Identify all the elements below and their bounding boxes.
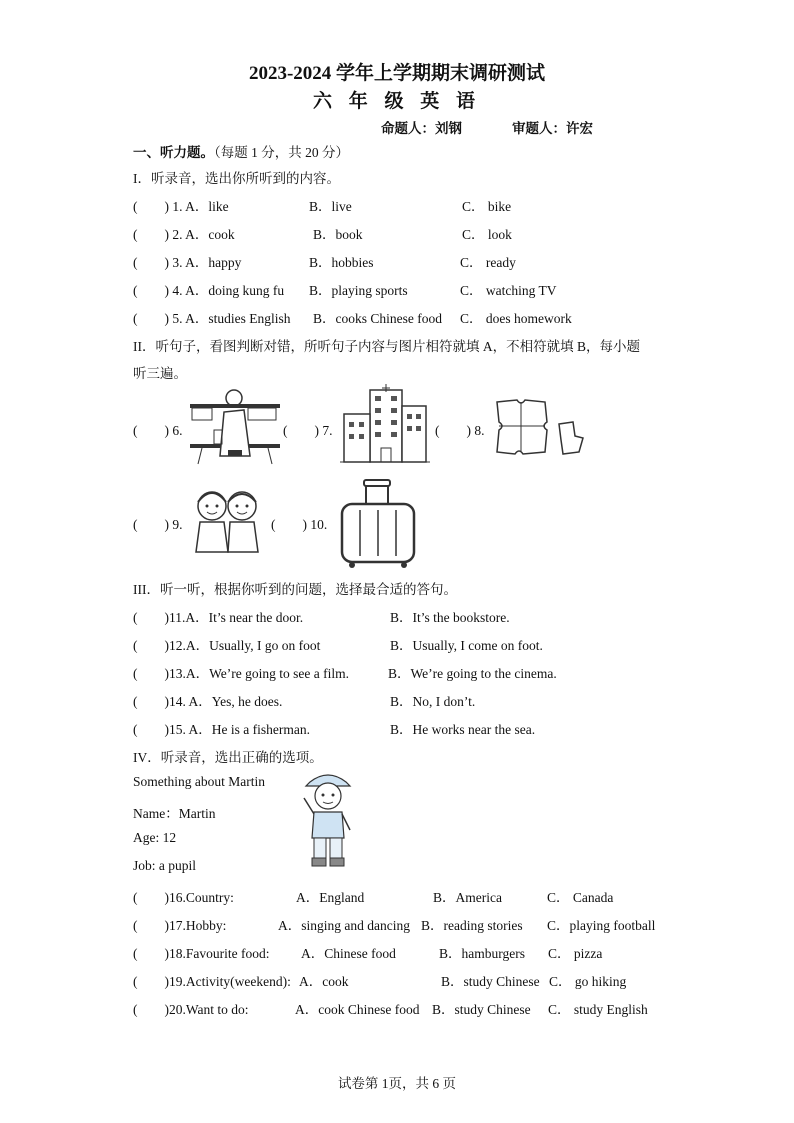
section-3-title: III．听一听，根据你听到的问题，选择最合适的答句。 (133, 582, 457, 597)
q3-option-b: B．hobbies (309, 255, 374, 270)
part-score-note: （每题 1 分，共 20 分） (214, 145, 349, 160)
section-2-title-line2: 听三遍。 (133, 366, 187, 381)
q1-option-c: C． bike (462, 199, 512, 214)
scientist-lab-image (188, 386, 284, 466)
q18-option-a: A．Chinese food (301, 946, 396, 961)
q5-option-c: C． does homework (460, 311, 572, 326)
part-heading (133, 141, 349, 161)
q1-option-b: B．live (309, 199, 352, 214)
q15-option-b: B．He works near the sea. (390, 722, 536, 737)
question-7: ( ) 7. (283, 423, 333, 438)
q18-option-c: C． pizza (548, 946, 603, 961)
question-14: ( )14. A．Yes, he does. (133, 694, 283, 709)
section-4-title: IV．听录音，选出正确的选项。 (133, 750, 323, 765)
q16-option-a: A．England (296, 890, 365, 905)
question-5: ( ) 5. A．studies English (133, 311, 291, 326)
question-10: ( ) 10. (271, 517, 328, 532)
puzzle-image (493, 396, 589, 460)
martin-job: Job: a pupil (133, 858, 196, 873)
question-18: ( )18.Favourite food: (133, 946, 270, 961)
question-17: ( )17.Hobby: (133, 918, 227, 933)
question-6: ( ) 6. (133, 423, 183, 438)
q20-option-a: A．cook Chinese food (295, 1002, 420, 1017)
question-4: ( ) 4. A．doing kung fu (133, 283, 285, 298)
question-12: ( )12.A．Usually, I go on foot (133, 638, 321, 653)
q19-option-b: B．study Chinese (441, 974, 540, 989)
q17-option-c: C．playing football (547, 918, 656, 933)
q17-option-a: A．singing and dancing (278, 918, 410, 933)
q18-option-b: B．hamburgers (439, 946, 525, 961)
martin-name: Name：Martin (133, 806, 216, 821)
question-19: ( )19.Activity(weekend): (133, 974, 291, 989)
q12-option-b: B．Usually, I come on foot. (390, 638, 543, 653)
q19-option-c: C． go hiking (549, 974, 627, 989)
martin-age: Age: 12 (133, 830, 177, 845)
question-16: ( )16.Country: (133, 890, 234, 905)
hospital-building-image (340, 384, 430, 466)
q11-option-b: B．It’s the bookstore. (390, 610, 510, 625)
q20-option-b: B．study Chinese (432, 1002, 531, 1017)
q14-option-b: B．No, I don’t. (390, 694, 476, 709)
q16-option-b: B．America (433, 890, 502, 905)
question-1: ( ) 1. A．like (133, 199, 229, 214)
q5-option-b: B．cooks Chinese food (313, 311, 442, 326)
exam-title: 2023-2024 学年上学期期末调研测试 (248, 63, 546, 84)
q19-option-a: A．cook (299, 974, 349, 989)
question-11: ( )11.A．It’s near the door. (133, 610, 304, 625)
q2-option-b: B．book (313, 227, 363, 242)
section-2-title-line1: II．听句子，看图判断对错，所听句子内容与图片相符就填 A，不相符就填 B，每小题 (133, 339, 640, 354)
q3-option-c: C． ready (460, 255, 516, 270)
boy-martin-image (300, 768, 356, 872)
author-label: 命题人：刘钢 (381, 121, 462, 136)
part-heading-text: 一、听力题。 (133, 145, 214, 160)
q2-option-c: C． look (462, 227, 512, 242)
question-8: ( ) 8. (435, 423, 485, 438)
section-1-title: I．听录音，选出你所听到的内容。 (133, 171, 340, 186)
page-footer: 试卷第 1页，共 6 页 (337, 1076, 457, 1091)
question-13: ( )13.A．We’re going to see a film. (133, 666, 349, 681)
q4-option-c: C． watching TV (460, 283, 557, 298)
question-15: ( )15. A．He is a fisherman. (133, 722, 310, 737)
q4-option-b: B．playing sports (309, 283, 408, 298)
q16-option-c: C． Canada (547, 890, 614, 905)
question-9: ( ) 9. (133, 517, 183, 532)
question-20: ( )20.Want to do: (133, 1002, 249, 1017)
two-children-image (188, 482, 270, 560)
exam-subtitle: 六 年 级 英 语 (312, 91, 481, 112)
q17-option-b: B．reading stories (421, 918, 523, 933)
suitcase-image (338, 478, 418, 568)
reviewer-label: 审题人：许宏 (512, 121, 593, 136)
question-3: ( ) 3. A．happy (133, 255, 242, 270)
martin-intro: Something about Martin (133, 774, 265, 789)
question-2: ( ) 2. A．cook (133, 227, 235, 242)
q20-option-c: C． study English (548, 1002, 648, 1017)
q13-option-b: B．We’re going to the cinema. (388, 666, 557, 681)
